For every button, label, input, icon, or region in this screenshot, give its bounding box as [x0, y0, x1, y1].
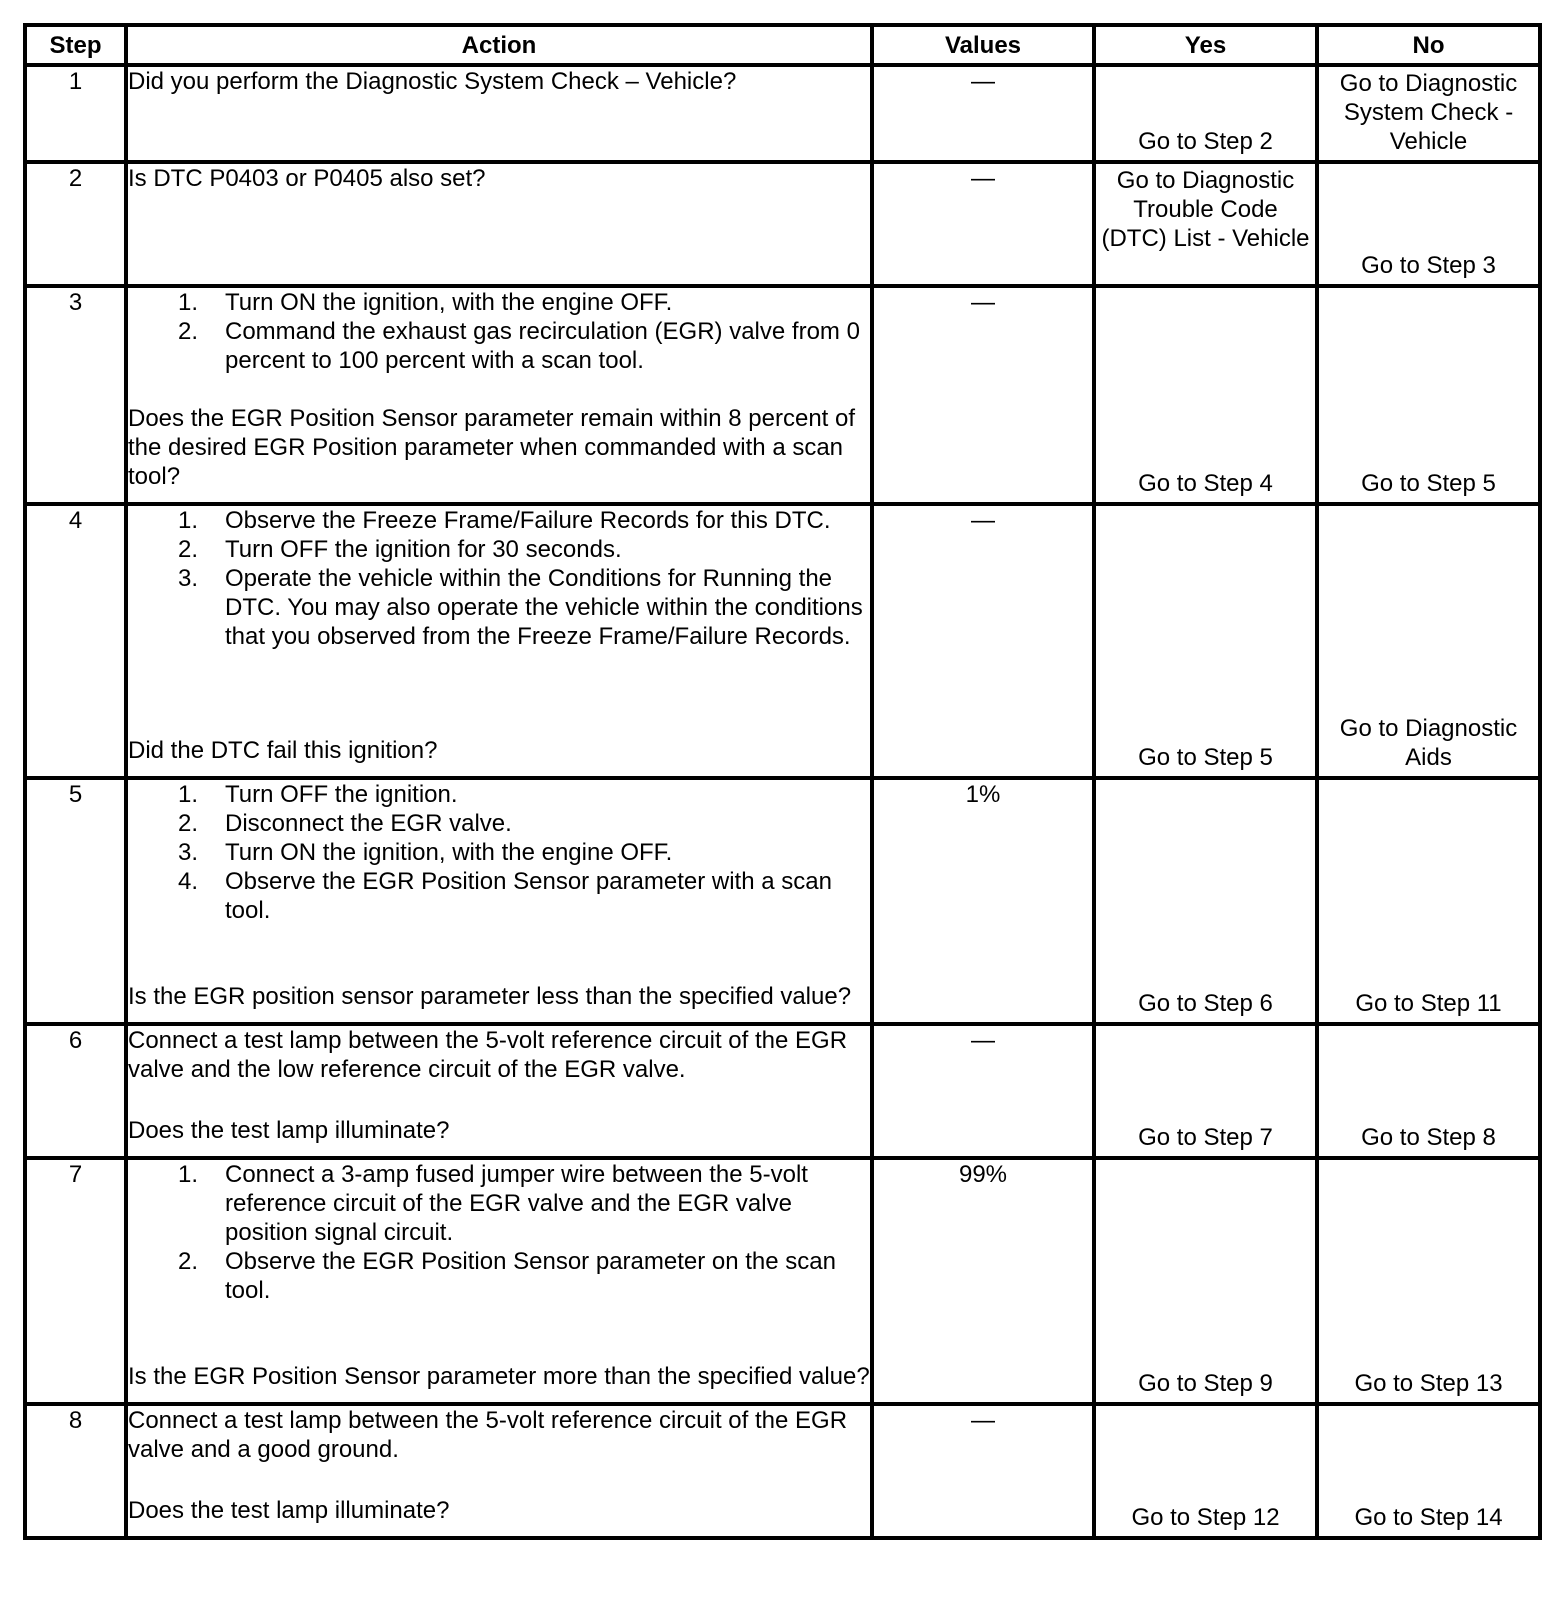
- values-cell: —: [872, 504, 1094, 778]
- header-step: Step: [25, 25, 126, 65]
- list-item: 2. Command the exhaust gas recirculation (EGR) valve from 0 percent to 100 percent with a scan tool.: [178, 318, 860, 374]
- action-substeps: [128, 780, 870, 925]
- list-item: 1. Turn ON the ignition, with the engine OFF.: [178, 289, 673, 316]
- no-link[interactable]: Go to Step 14: [1354, 1504, 1503, 1531]
- table-row: [25, 504, 1540, 778]
- no-link[interactable]: Go to Step 11: [1355, 990, 1502, 1017]
- list-item: 2. Observe the EGR Position Sensor parameter on the scan tool.: [178, 1248, 836, 1304]
- no-link[interactable]: Go to Step 8: [1361, 1124, 1496, 1151]
- action-question: Did you perform the Diagnostic System Check – Vehicle?: [128, 68, 737, 95]
- table-row: [25, 162, 1540, 286]
- no-link[interactable]: Go to Step 5: [1361, 470, 1496, 497]
- no-cell: [1317, 1404, 1540, 1538]
- yes-link[interactable]: Go to Step 6: [1138, 990, 1273, 1017]
- header-action: Action: [126, 25, 872, 65]
- action-question: Does the test lamp illuminate?: [128, 1117, 450, 1144]
- step-number: 8: [25, 1404, 126, 1538]
- values-cell: —: [872, 1404, 1094, 1538]
- list-item: 3. Turn ON the ignition, with the engine OFF.: [178, 839, 673, 866]
- no-cell: [1317, 778, 1540, 1024]
- header-values: Values: [872, 25, 1094, 65]
- step-number: 6: [25, 1024, 126, 1158]
- no-cell: [1317, 504, 1540, 778]
- values-cell: —: [872, 65, 1094, 162]
- yes-cell: [1094, 65, 1317, 162]
- action-instruction: Connect a test lamp between the 5-volt reference circuit of the EGR valve and the low reference circuit of the EGR valve.: [128, 1027, 848, 1083]
- list-item: 2. Turn OFF the ignition for 30 seconds.: [178, 536, 622, 563]
- yes-cell: [1094, 286, 1317, 504]
- yes-cell: [1094, 1024, 1317, 1158]
- table-row: [25, 778, 1540, 1024]
- values-cell: 1%: [872, 778, 1094, 1024]
- no-cell: [1317, 65, 1540, 162]
- yes-link[interactable]: Go to Step 7: [1138, 1124, 1273, 1151]
- values-cell: —: [872, 1024, 1094, 1158]
- action-question: Does the test lamp illuminate?: [128, 1497, 450, 1524]
- step-number: 1: [25, 65, 126, 162]
- action-substeps: [128, 1160, 870, 1305]
- list-item: 4. Observe the EGR Position Sensor parameter with a scan tool.: [178, 868, 832, 924]
- yes-cell: [1094, 1404, 1317, 1538]
- action-question: Did the DTC fail this ignition?: [128, 737, 438, 764]
- table-row: [25, 1158, 1540, 1404]
- step-number: 7: [25, 1158, 126, 1404]
- header-yes: Yes: [1094, 25, 1317, 65]
- table-row: [25, 1024, 1540, 1158]
- no-link[interactable]: Go to Diagnostic Aids: [1339, 715, 1518, 771]
- yes-cell: [1094, 778, 1317, 1024]
- action-cell: [126, 778, 872, 1024]
- table-row: [25, 1404, 1540, 1538]
- action-question: Is the EGR position sensor parameter less than the specified value?: [128, 983, 852, 1010]
- action-cell: [126, 1404, 872, 1538]
- yes-cell: [1094, 162, 1317, 286]
- action-cell: [126, 286, 872, 504]
- yes-link[interactable]: Go to Step 5: [1138, 744, 1273, 771]
- list-item: 1. Connect a 3-amp fused jumper wire between the 5-volt reference circuit of the EGR valve and the EGR valve position signal circuit.: [178, 1161, 808, 1246]
- yes-link[interactable]: Go to Diagnostic Trouble Code (DTC) List - Vehicle: [1101, 167, 1310, 252]
- yes-link[interactable]: Go to Step 12: [1131, 1504, 1280, 1531]
- list-item: 3. Operate the vehicle within the Conditions for Running the DTC. You may also operate the vehicle within the conditions that you observed from the Freeze Frame/Failure Records.: [178, 565, 863, 650]
- yes-link[interactable]: Go to Step 9: [1138, 1370, 1273, 1397]
- no-cell: [1317, 162, 1540, 286]
- values-cell: —: [872, 286, 1094, 504]
- no-link[interactable]: Go to Step 13: [1354, 1370, 1503, 1397]
- no-link[interactable]: Go to Step 3: [1361, 252, 1496, 279]
- no-link[interactable]: Go to Diagnostic System Check - Vehicle: [1339, 70, 1518, 155]
- no-cell: [1317, 1024, 1540, 1158]
- list-item: 2. Disconnect the EGR valve.: [178, 810, 512, 837]
- list-item: 1. Observe the Freeze Frame/Failure Records for this DTC.: [178, 507, 831, 534]
- action-cell: [126, 1024, 872, 1158]
- header-row: [25, 25, 1540, 65]
- action-cell: [126, 65, 872, 162]
- table-row: [25, 65, 1540, 162]
- values-cell: 99%: [872, 1158, 1094, 1404]
- step-number: 2: [25, 162, 126, 286]
- action-question: Does the EGR Position Sensor parameter remain within 8 percent of the desired EGR Position parameter when commanded with a scan tool?: [128, 405, 856, 490]
- yes-cell: [1094, 1158, 1317, 1404]
- yes-link[interactable]: Go to Step 2: [1138, 128, 1273, 155]
- diagnostic-table: [23, 23, 1542, 1540]
- no-cell: [1317, 286, 1540, 504]
- action-cell: [126, 1158, 872, 1404]
- list-item: 1. Turn OFF the ignition.: [178, 781, 458, 808]
- step-number: 5: [25, 778, 126, 1024]
- no-cell: [1317, 1158, 1540, 1404]
- action-cell: [126, 504, 872, 778]
- yes-link[interactable]: Go to Step 4: [1138, 470, 1273, 497]
- action-substeps: [128, 288, 870, 375]
- step-number: 4: [25, 504, 126, 778]
- yes-cell: [1094, 504, 1317, 778]
- action-question: Is DTC P0403 or P0405 also set?: [128, 165, 486, 192]
- values-cell: —: [872, 162, 1094, 286]
- action-substeps: [128, 506, 870, 651]
- header-no: No: [1317, 25, 1540, 65]
- action-question: Is the EGR Position Sensor parameter more than the specified value?: [128, 1363, 870, 1390]
- step-number: 3: [25, 286, 126, 504]
- action-cell: [126, 162, 872, 286]
- table-row: [25, 286, 1540, 504]
- action-instruction: Connect a test lamp between the 5-volt reference circuit of the EGR valve and a good ground.: [128, 1407, 848, 1463]
